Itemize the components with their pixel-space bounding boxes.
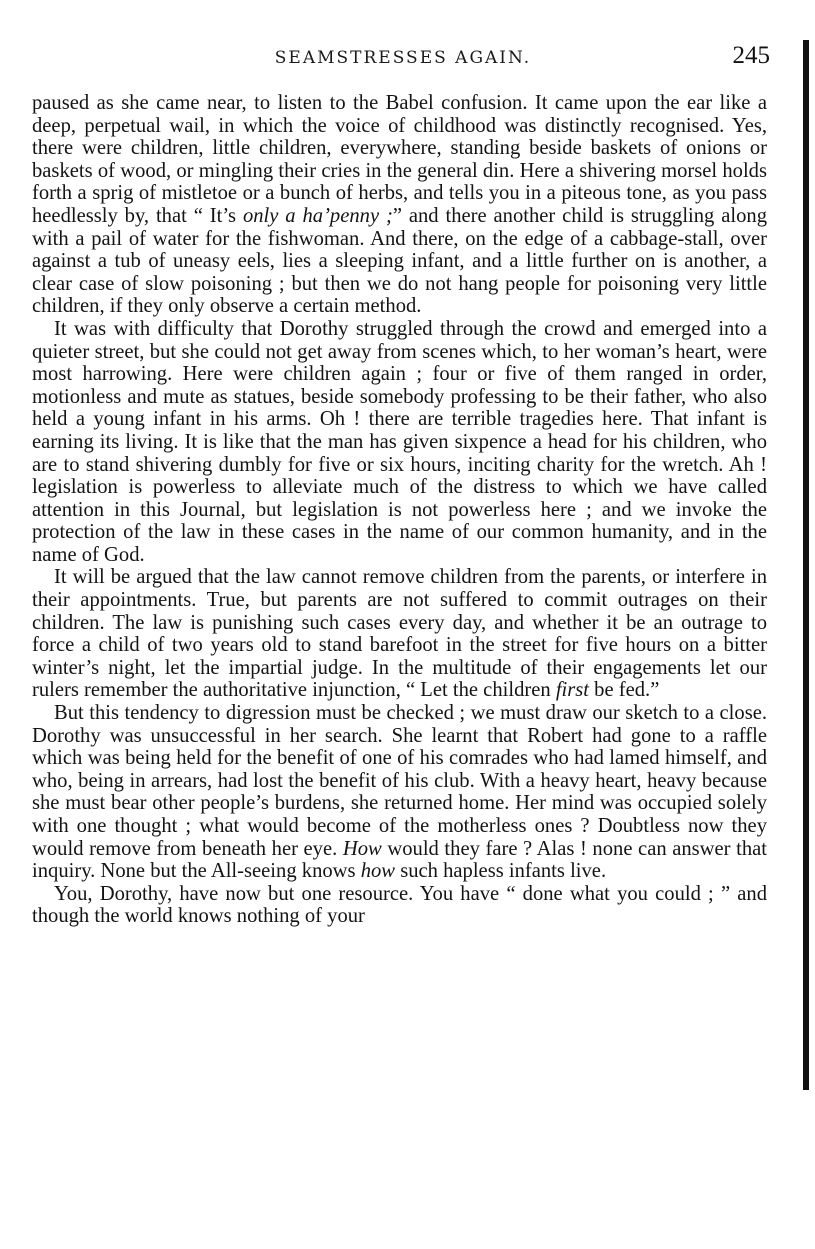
paragraph-5: You, Dorothy, have now but one resource. You have “ done what you could ; ” and though the world knows nothing of your [32,882,767,928]
paragraph-1-text-a: paused as she came near, to listen to the Babel confusion. It came upon the ear like a deep, perpetual wail, in which the voice of childhood was distinctly recognised. Yes, there were children, little children, everywhere, standing beside baskets of onions or baskets of wood, or mingling their cries in the general din. Here a shivering morsel holds forth a sprig of mistletoe or a bunch of herbs, and tells you in a piteous tone, as you pass heedlessly by, that “ It’s [32,92,767,227]
running-title: SEAMSTRESSES AGAIN. [274,48,532,68]
paragraph-4-italic-how-1: How [342,837,382,860]
paragraph-1-italic: only a ha’penny ; [242,204,393,227]
paragraph-3 [32,566,767,702]
page-edge-rule [803,40,809,1090]
paragraph-3-text-c: be fed.” [589,679,660,702]
paragraph-2: It was with difficulty that Dorothy struggled through the crowd and emerged into a quieter street, but she could not get away from scenes which, to her woman’s heart, were most harrowing. Here were children again ; four or five of them ranged in order, motionless and mute as statues, beside somebody professing to be their father, who also held a young infant in his arms. Oh ! there are terrible tragedies here. That infant is earning its living. It is like that the man has given sixpence a head for his children, who are to stand shivering dumbly for five or six hours, inciting charity for the wretch. Ah ! legislation is powerless to alleviate much of the distress to which we have called attention in this Journal, but legislation is not powerless here ; and we invoke the protection of the law in these cases in the name of our common humanity, and in the name of God. [32,317,767,566]
paragraph-4-text-c: would they fare ? Alas ! none can answer that inquiry. None but the All-seeing knows [32,837,768,883]
paragraph-4-italic-how-2: how [360,860,396,883]
paragraph-4 [32,702,767,883]
paragraph-3-italic: first [555,679,590,702]
running-header [36,42,770,76]
paragraph-4-text-a: But this tendency to digression must be checked ; we must draw our sketch to a close. Dorothy was unsuccessful in her search. She learnt that Robert had gone to a raffle which was being held for the benefit of one of his comrades who had lamed himself, and who, being in arrears, had lost the benefit of his club. With a heavy heart, heavy because she must bear other people’s burdens, she returned home. Her mind was occupied solely with one thought ; what would become of the motherless ones ? Doubtless now they would remove from beneath her eye. [32,702,767,860]
paragraph-1-text-c: ” and there another child is struggling along with a pail of water for the fishwoman. And there, on the edge of a cabbage-stall, over against a tub of uneasy eels, lies a sleeping infant, and a little further on is another, a clear case of slow poisoning ; but then we do not hang people for poisoning very little children, if they only observe a certain method. [32,204,767,318]
paragraph-3-text-a: It will be argued that the law cannot remove children from the parents, or interfere in their appointments. True, but parents are not suffered to commit outrages on their children. The law is punishing such cases every day, and whether it be an outrage to force a child of two years old to stand barefoot in the street for five hours on a bitter winter’s night, let the impartial judge. In the multitude of their engagements let our rulers remember the authoritative injunction, “ Let the children [32,566,767,702]
paragraph-4-text-e: such hapless infants live. [395,860,607,883]
page-number: 245 [732,42,770,69]
body-text [32,92,767,928]
paragraph-1 [32,92,767,318]
